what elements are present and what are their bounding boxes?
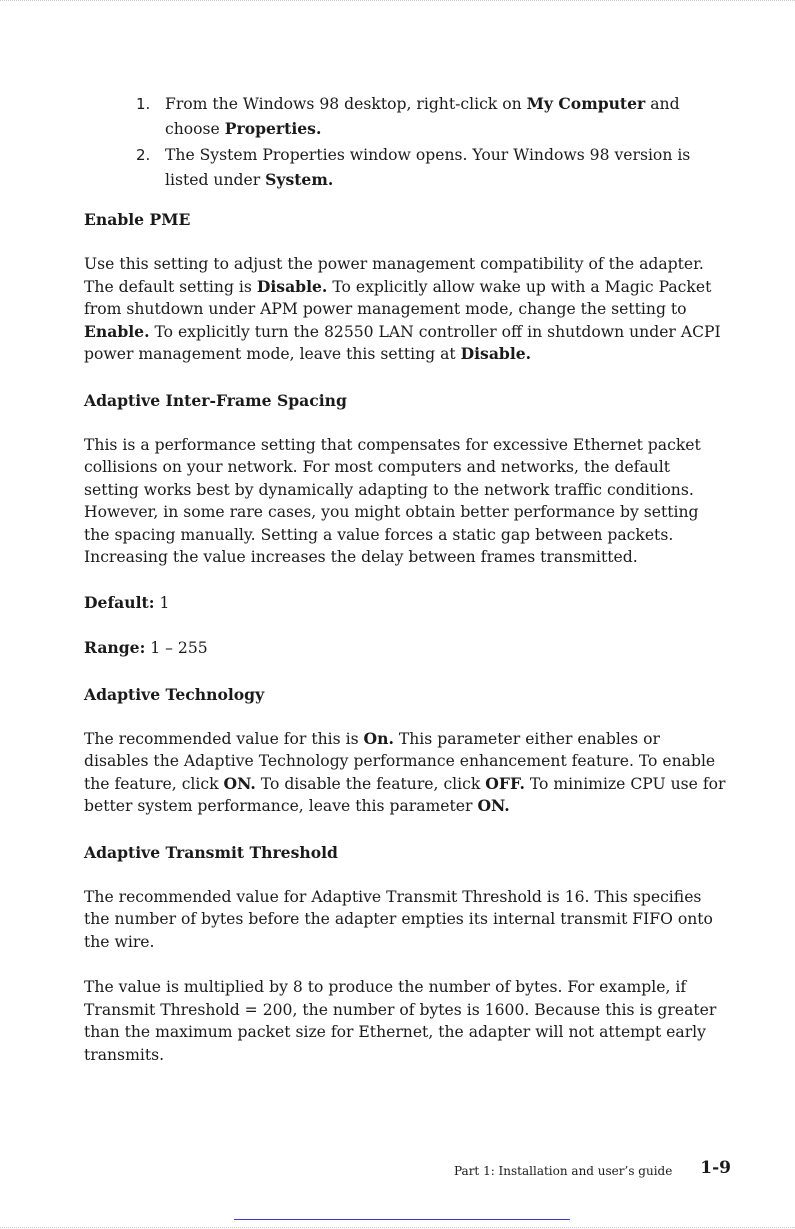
aifs-paragraph: This is a performance setting that compensates for excessive Ethernet packet collisions on your network. For most computers and networks, the default setting works best by dynamically adapting to the network traffic conditions. However, in some rare cases, you might obtain better performance by setting the spacing manually. Setting a value forces a static gap between packets. Increasing the value increases the delay between frames transmitted. [84,435,701,566]
bold-term: ON. [477,796,510,815]
adaptive-transmit-threshold-heading: Adaptive Transmit Threshold [84,842,338,862]
enable-pme-heading: Enable PME [84,210,191,229]
aifs-default [84,592,729,615]
text-run: To minimize CPU use for better system performance, leave this parameter [84,774,726,815]
aifs-heading: Adaptive Inter-Frame Spacing [84,390,347,410]
text-run: To disable the feature, click [255,774,486,793]
list-item [84,143,729,192]
list-item [84,92,729,141]
text-run: The recommended value for this is [84,729,364,748]
bold-term: Disable. [256,276,328,296]
steps-list [84,92,729,192]
default-value: 1 [154,593,170,612]
document-body [84,92,729,1089]
bottom-link-underline [234,1219,570,1220]
range-label: Range: [84,638,146,657]
default-label: Default: [84,592,155,612]
step-text: From the Windows 98 desktop, right-click on [165,95,527,113]
properties-term: Properties. [224,118,322,138]
text-run: Use this setting to adjust the power management compatibility of the adapter. The default setting is [84,255,704,296]
step-text: The System Properties window opens. Your Windows 98 version is listed under [165,146,691,189]
att-paragraph-2: The value is multiplied by 8 to produce the number of bytes. For example, if Transmit Threshold = 200, the number of bytes is 1600. Because this is greater than the maximum packet size for Ethernet, the adapter will not attempt early transmits. [84,978,717,1064]
system-term: System. [265,169,334,189]
adaptive-technology-paragraph [84,728,729,818]
bold-term: ON. [223,773,256,793]
att-paragraph-1: The recommended value for Adaptive Transmit Threshold is 16. This specifies the number of bytes before the adapter empties its internal transmit FIFO onto the wire. [84,887,713,951]
enable-pme-paragraph [84,253,729,366]
step-text: and choose [165,95,680,138]
bold-term: Enable. [84,321,150,341]
aifs-range [84,637,729,660]
page-bottom-rule [0,1227,795,1228]
page-number: 1-9 [700,1158,731,1178]
step-number: 2. [136,146,151,164]
text-run: To explicitly allow wake up with a Magic Packet from shutdown under APM power management mode, change the setting to [84,277,712,318]
bold-term: Disable. [460,344,532,363]
bold-term: On. [363,728,394,748]
page-top-rule [0,0,795,1]
my-computer-term: My Computer [526,94,646,113]
adaptive-technology-heading: Adaptive Technology [84,684,265,704]
range-value: 1 – 255 [145,639,208,657]
footer-text: Part 1: Installation and user’s guide [454,1164,673,1178]
text-run: To explicitly turn the 82550 LAN controller off in shutdown under ACPI power management mode, leave this setting at [84,322,721,363]
step-number: 1. [136,95,151,113]
text-run: This parameter either enables or disables the Adaptive Technology performance enhancement feature. To enable the feature, click [84,729,716,793]
bold-term: OFF. [485,773,525,793]
